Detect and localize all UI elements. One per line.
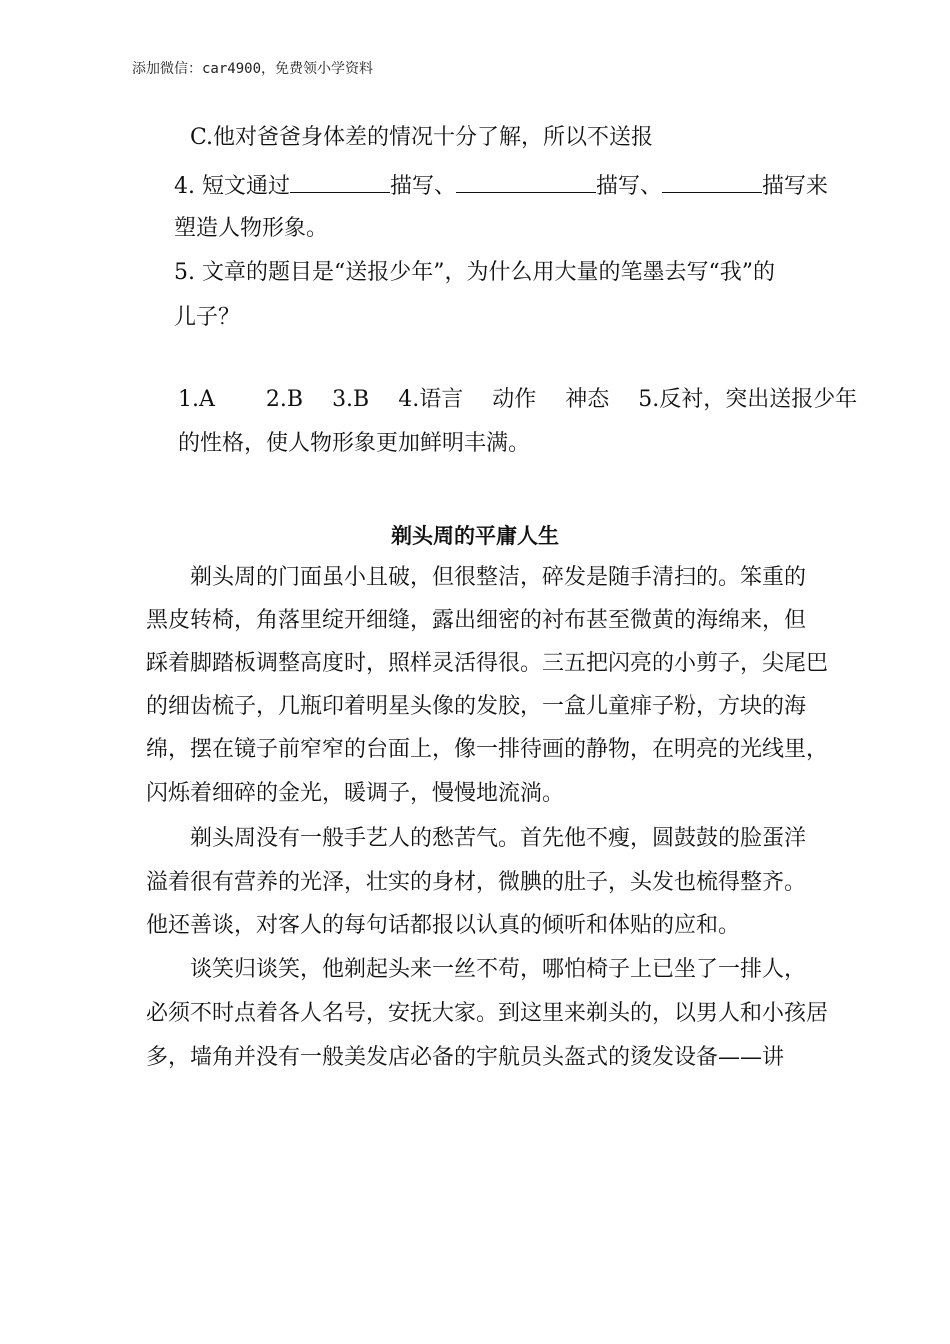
q4-mid-1: 描写、 (389, 174, 456, 199)
answer-2: 2.B (265, 387, 304, 412)
answer-5: 5.反衬，突出送报少年 (638, 387, 858, 412)
q4-prefix: 4. 短文通过 (174, 174, 290, 199)
article-line: 绵，摆在镜子前窄窄的台面上，像一排待画的静物，在明亮的光线里， (146, 737, 829, 762)
question-4-line-2: 塑造人物形象。 (174, 216, 329, 241)
answer-4b: 动作 (492, 387, 537, 412)
q4-blank-2[interactable] (456, 170, 596, 193)
answer-4: 4.语言 (398, 387, 464, 412)
answers-line-2: 的性格，使人物形象更加鲜明丰满。 (178, 431, 531, 456)
q4-suffix: 描写来 (762, 174, 829, 199)
article-line: 必须不时点着各人名号，安抚大家。到这里来剃头的，以男人和小孩居 (146, 1001, 829, 1026)
q4-blank-1[interactable] (290, 170, 390, 193)
question-4-line-1 (174, 170, 828, 202)
article-line: 溢着很有营养的光泽，壮实的身材，微腆的肚子，头发也梳得整齐。 (146, 870, 807, 895)
question-5-line-1: 5. 文章的题目是“送报少年”，为什么用大量的笔墨去写“我”的 (174, 260, 775, 285)
article-line: 踩着脚踏板调整高度时，照样灵活得很。三五把闪亮的小剪子，尖尾巴 (146, 651, 829, 676)
article-line: 的细齿梳子，几瓶印着明星头像的发胶，一盒儿童痱子粉，方块的海 (146, 694, 807, 719)
answer-4c: 神态 (565, 387, 610, 412)
article-line: 剃头周没有一般手艺人的愁苦气。首先他不瘦，圆鼓鼓的脸蛋洋 (190, 826, 807, 851)
answers-line-1 (178, 385, 857, 415)
article-line: 剃头周的门面虽小且破，但很整洁，碎发是随手清扫的。笨重的 (190, 565, 807, 590)
question-3-option-c: C.他对爸爸身体差的情况十分了解，所以不送报 (190, 125, 654, 150)
article-title: 剃头周的平庸人生 (391, 524, 559, 548)
article-line: 谈笑归谈笑，他剃起头来一丝不苟，哪怕椅子上已坐了一排人， (190, 957, 807, 982)
question-5-line-2: 儿子？ (174, 305, 241, 330)
article-line: 他还善谈，对客人的每句话都报以认真的倾听和体贴的应和。 (146, 913, 741, 938)
article-line: 多，墙角并没有一般美发店必备的宇航员头盔式的烫发设备——讲 (146, 1045, 785, 1070)
article-line: 黑皮转椅，角落里绽开细缝，露出细密的衬布甚至微黄的海绵来，但 (146, 608, 807, 633)
article-line: 闪烁着细碎的金光，暖调子，慢慢地流淌。 (146, 781, 565, 806)
q4-blank-3[interactable] (662, 170, 762, 193)
q4-mid-2: 描写、 (596, 174, 663, 199)
watermark-header: 添加微信：car4900，免费领小学资料 (132, 61, 374, 77)
answer-1: 1.A (178, 387, 215, 412)
answer-3: 3.B (332, 387, 370, 412)
